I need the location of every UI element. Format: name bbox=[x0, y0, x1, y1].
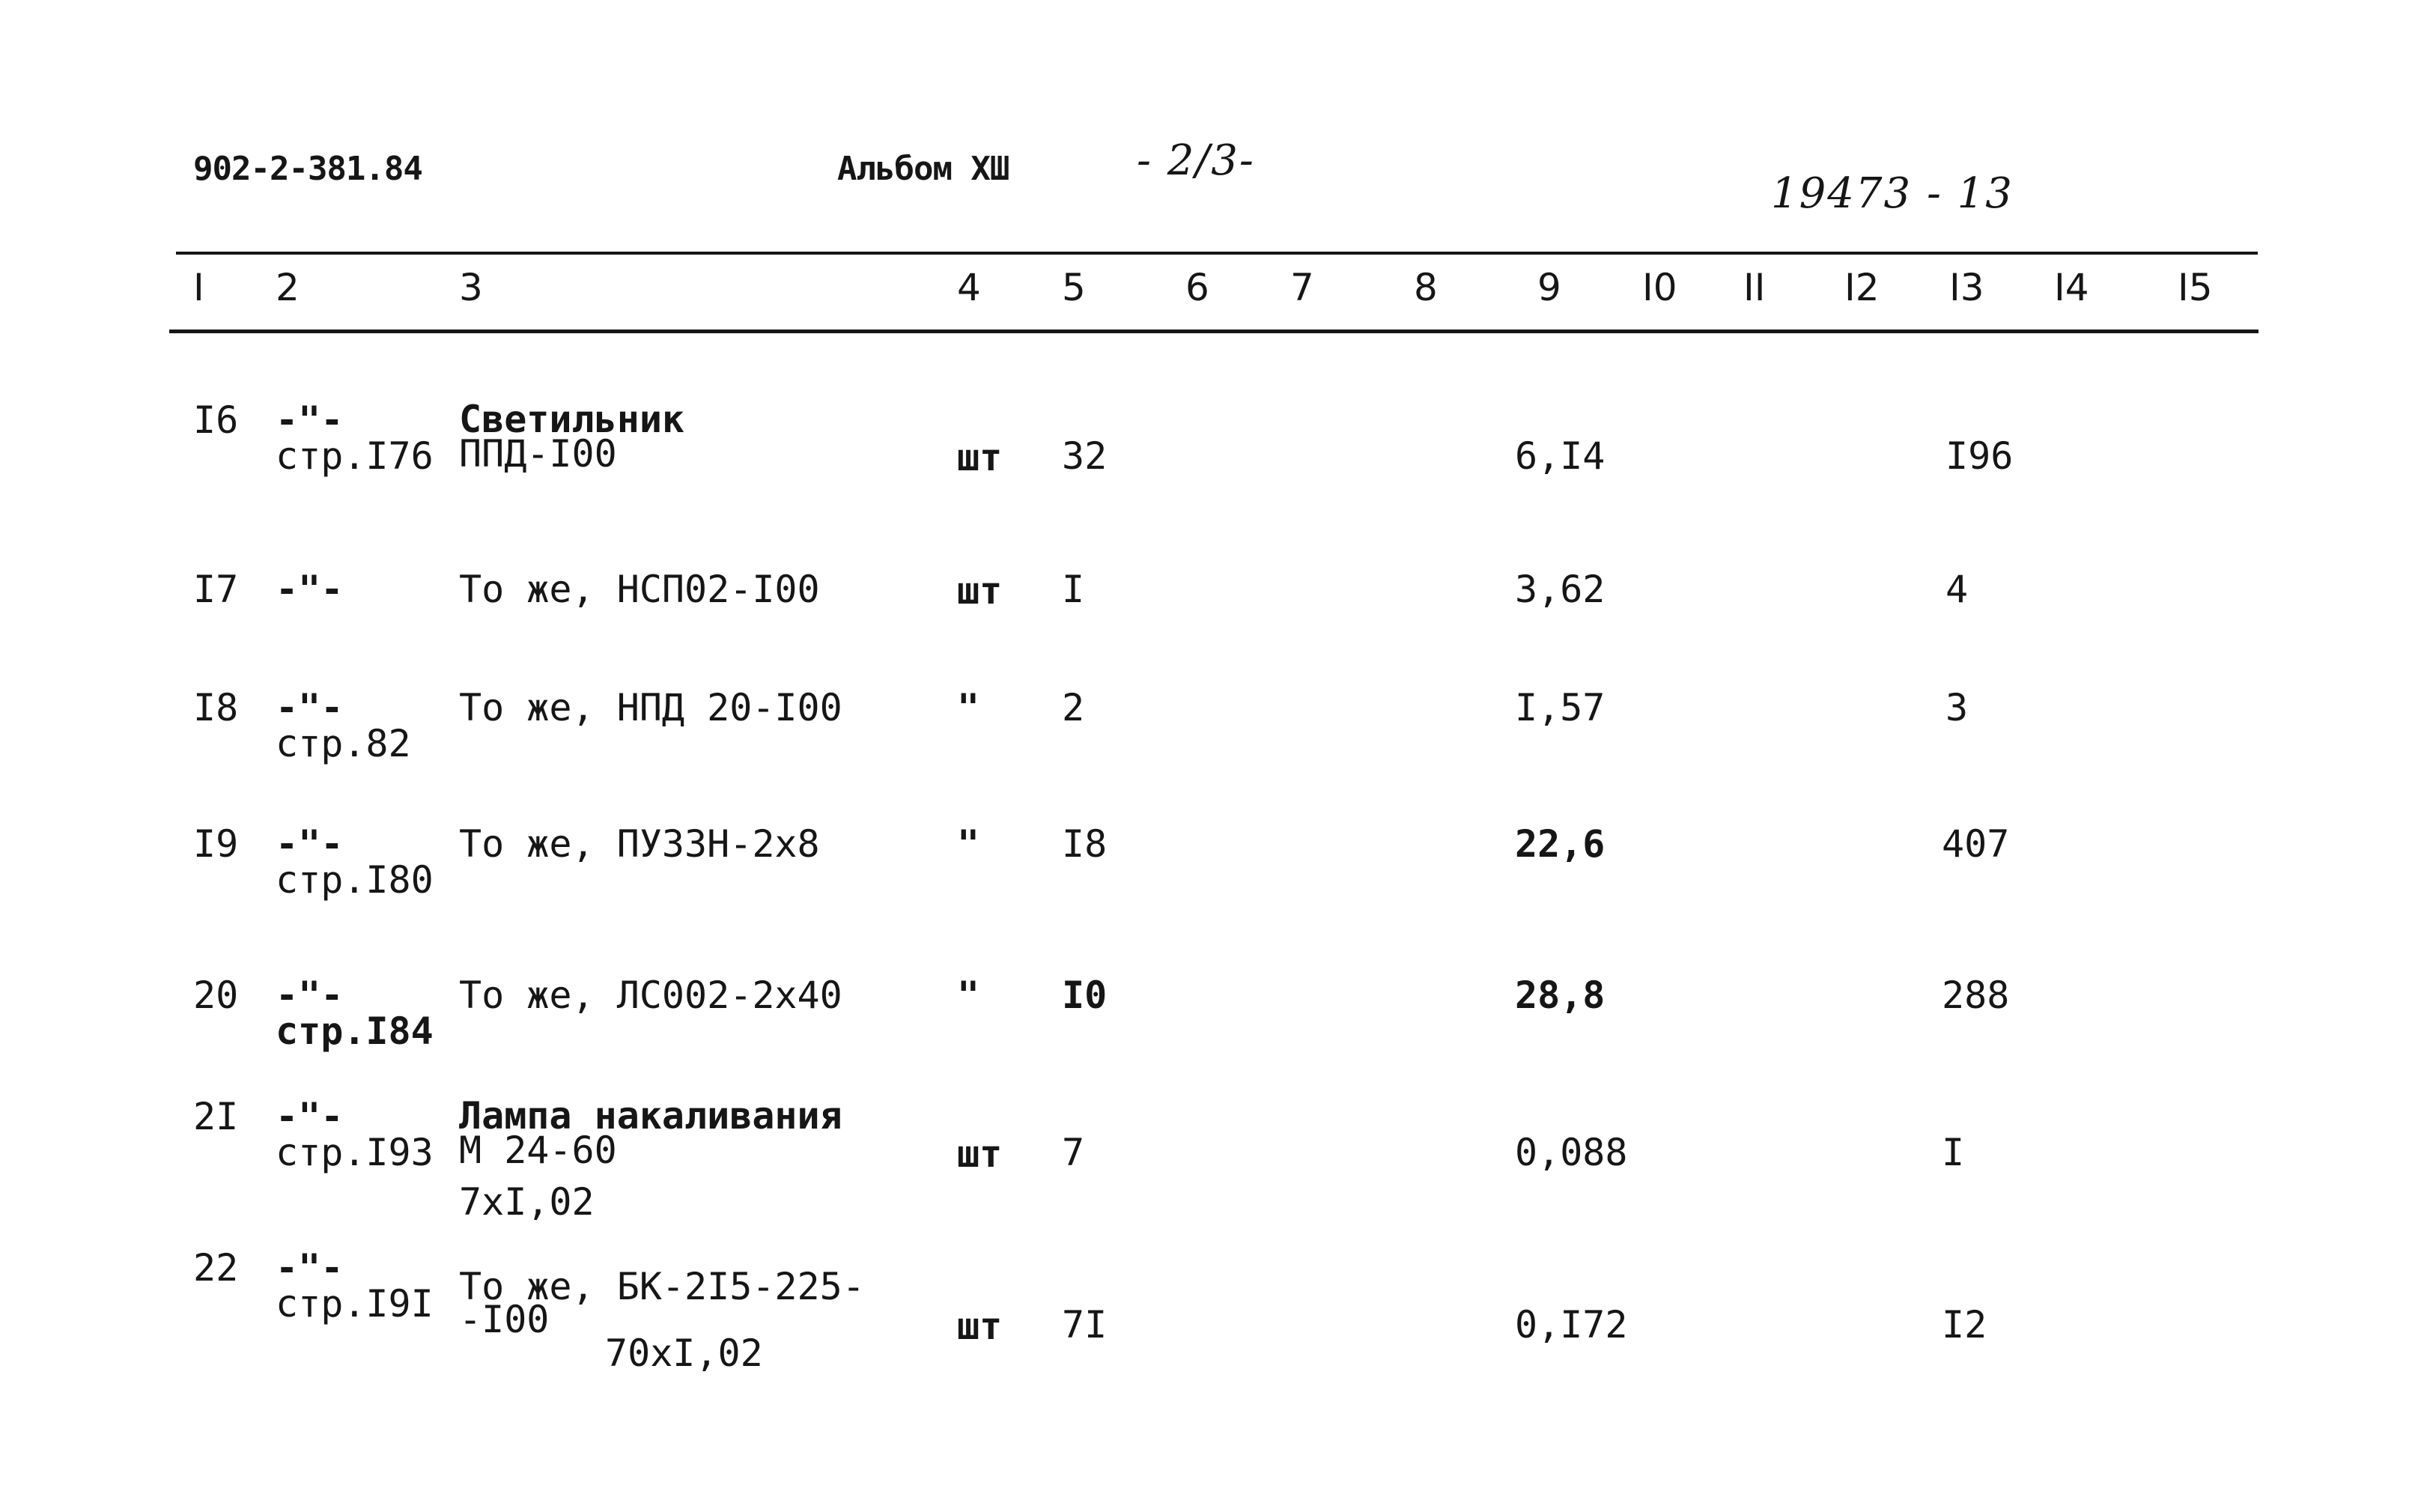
column-number: II bbox=[1743, 266, 1766, 309]
unit-price: 28,8 bbox=[1515, 974, 1606, 1017]
quantity: 2 bbox=[1062, 686, 1085, 729]
doc-code: 902-2-381.84 bbox=[193, 150, 422, 188]
handwritten-ref: 19473 - 13 bbox=[1771, 169, 2014, 218]
unit-price: 0,I72 bbox=[1515, 1303, 1628, 1346]
quantity: 7 bbox=[1062, 1131, 1085, 1174]
unit: " bbox=[957, 686, 980, 729]
total: I bbox=[1942, 1131, 1965, 1174]
column-number: I5 bbox=[2178, 266, 2213, 309]
quantity: 7I bbox=[1062, 1303, 1108, 1346]
unit: " bbox=[957, 974, 980, 1017]
item-name: То же, ПУЗЗН-2х8 bbox=[459, 822, 820, 866]
ref-page: стр.I84 bbox=[276, 1009, 434, 1053]
ref-ditto: -"- bbox=[276, 686, 344, 729]
column-number: 9 bbox=[1537, 266, 1561, 309]
row-number: 2I bbox=[193, 1095, 239, 1138]
ref-page: стр.I76 bbox=[276, 434, 434, 478]
row-number: I6 bbox=[193, 398, 239, 442]
item-name: То же, НСП02-I00 bbox=[459, 568, 820, 611]
column-number: I4 bbox=[2054, 266, 2089, 309]
table-top-rule bbox=[176, 252, 2258, 255]
ref-ditto: -"- bbox=[276, 568, 344, 611]
total: 3 bbox=[1945, 686, 1969, 729]
unit: " bbox=[957, 822, 980, 866]
table-header-bottom-rule bbox=[169, 330, 2259, 333]
ref-page: стр.I80 bbox=[276, 858, 434, 902]
total: 407 bbox=[1942, 822, 2010, 866]
row-number: I8 bbox=[193, 686, 239, 729]
item-name: То же, НПД 20-I00 bbox=[459, 686, 842, 729]
unit: шт bbox=[957, 436, 1003, 479]
page-number: - 2/3- bbox=[1137, 136, 1255, 185]
unit: шт bbox=[957, 1305, 1003, 1348]
unit: шт bbox=[957, 1132, 1003, 1176]
total: I2 bbox=[1942, 1303, 1987, 1346]
column-number: 4 bbox=[957, 266, 981, 309]
column-number: I bbox=[193, 266, 204, 309]
item-name: Светильник bbox=[459, 398, 685, 441]
row-number: 22 bbox=[193, 1246, 239, 1290]
ref-ditto: -"- bbox=[276, 398, 344, 442]
column-number: 2 bbox=[276, 266, 300, 309]
item-name-line2: ППД-I00 bbox=[459, 432, 617, 476]
total: 288 bbox=[1942, 974, 2010, 1017]
unit-price: 6,I4 bbox=[1515, 434, 1606, 478]
row-number: 20 bbox=[193, 974, 239, 1017]
item-name-line2: М 24-60 bbox=[459, 1129, 617, 1172]
item-name-line3: 70хI,02 bbox=[605, 1332, 763, 1375]
column-number: I0 bbox=[1642, 266, 1677, 309]
unit-price: 3,62 bbox=[1515, 568, 1606, 611]
quantity: I8 bbox=[1062, 822, 1108, 866]
row-number: I9 bbox=[193, 822, 239, 866]
unit-price: 22,6 bbox=[1515, 822, 1606, 866]
column-number: I3 bbox=[1949, 266, 1984, 309]
item-name: То же, БК-2I5-225- bbox=[459, 1265, 865, 1308]
ref-page: стр.I93 bbox=[276, 1131, 434, 1174]
total: 4 bbox=[1945, 568, 1969, 611]
ref-page: стр.I9I bbox=[276, 1282, 434, 1326]
item-name: Лампа накаливания bbox=[459, 1094, 842, 1138]
total: I96 bbox=[1945, 434, 2014, 478]
row-number: I7 bbox=[193, 568, 239, 611]
item-name-line3: 7хI,02 bbox=[459, 1180, 595, 1224]
quantity: I0 bbox=[1062, 974, 1108, 1017]
column-number: 5 bbox=[1062, 266, 1086, 309]
ref-page: стр.82 bbox=[276, 722, 411, 765]
ref-ditto: -"- bbox=[276, 822, 344, 866]
item-name: То же, ЛС002-2х40 bbox=[459, 974, 842, 1017]
ref-ditto: -"- bbox=[276, 974, 344, 1017]
column-number: 6 bbox=[1185, 266, 1209, 309]
column-number: 8 bbox=[1414, 266, 1438, 309]
quantity: I bbox=[1062, 568, 1085, 611]
unit: шт bbox=[957, 569, 1003, 613]
item-name-line2: -I00 bbox=[459, 1298, 550, 1341]
ref-ditto: -"- bbox=[276, 1095, 344, 1138]
column-number: 7 bbox=[1290, 266, 1314, 309]
column-number: 3 bbox=[459, 266, 483, 309]
unit-price: I,57 bbox=[1515, 686, 1606, 729]
unit-price: 0,088 bbox=[1515, 1131, 1628, 1174]
quantity: 32 bbox=[1062, 434, 1108, 478]
album-title: Альбом ХШ bbox=[837, 150, 1009, 188]
ref-ditto: -"- bbox=[276, 1246, 344, 1290]
column-number: I2 bbox=[1844, 266, 1880, 309]
